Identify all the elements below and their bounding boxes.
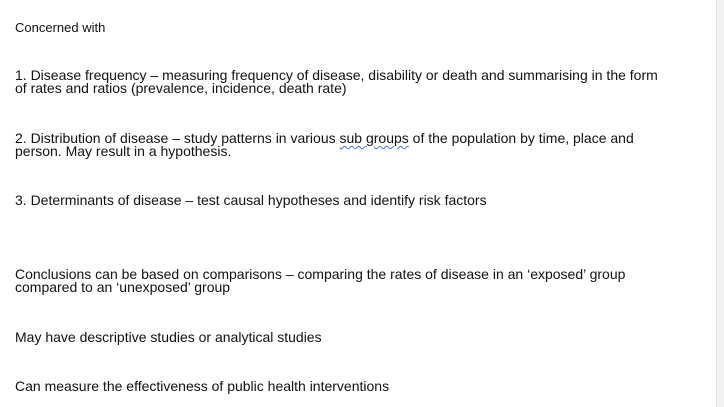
conclusions-line-1: Conclusions can be based on comparisons – comparing the rates of disease in an ‘exposed’ group bbox=[15, 266, 626, 282]
intro-text: Concerned with bbox=[15, 20, 106, 35]
item-2-line-2: person. May result in a hypothesis. bbox=[15, 143, 232, 159]
studies-text: May have descriptive studies or analytical studies bbox=[15, 329, 322, 345]
spelling-squiggle-text[interactable]: sub groups bbox=[339, 130, 409, 146]
item-1 bbox=[15, 69, 705, 95]
effectiveness-text: Can measure the effectiveness of public health interventions bbox=[15, 378, 390, 394]
item-2-part-2: of the population by time, place and bbox=[408, 130, 634, 146]
conclusions-paragraph bbox=[15, 268, 705, 294]
item-2-part-1: 2. Distribution of disease – study patterns in various bbox=[15, 130, 340, 146]
item-1-line-2: of rates and ratios (prevalence, incidence, death rate) bbox=[15, 80, 347, 96]
item-1-line-1: 1. Disease frequency – measuring frequency of disease, disability or death and summarising in the form bbox=[15, 67, 658, 83]
window-edge bbox=[716, 0, 724, 407]
item-3: 3. Determinants of disease – test causal hypotheses and identify risk factors bbox=[15, 192, 487, 208]
item-2 bbox=[15, 132, 705, 158]
conclusions-line-2: compared to an ‘unexposed’ group bbox=[15, 279, 231, 295]
